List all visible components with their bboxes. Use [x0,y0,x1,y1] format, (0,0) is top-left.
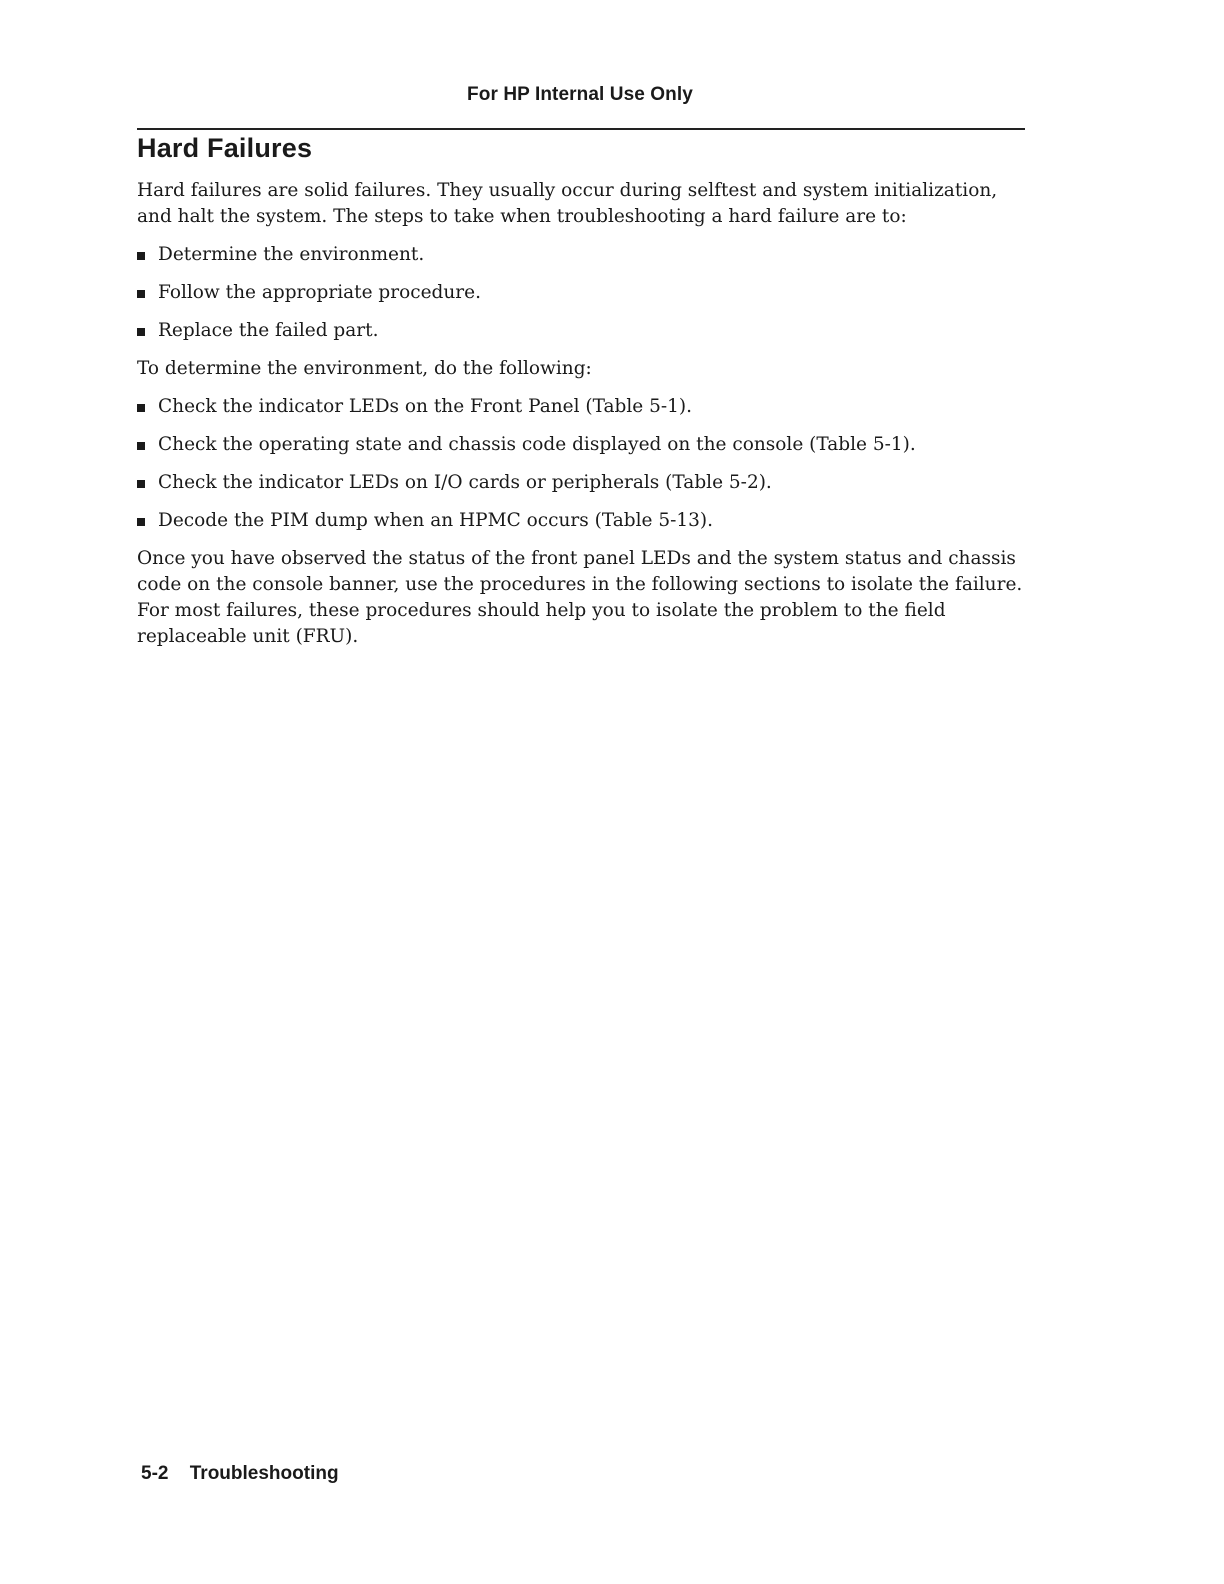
list-item [137,470,1027,496]
section-body [137,178,1027,662]
square-bullet-icon [137,252,145,260]
page-footer [141,1463,339,1485]
list-item [137,242,1027,268]
page-number: 5-2 [141,1463,169,1484]
list-item-text: Decode the PIM dump when an HPMC occurs (Table 5-13). [158,510,713,531]
list-item [137,318,1027,344]
section-title: Hard Failures [137,133,313,163]
list-item-text: Check the operating state and chassis code displayed on the console (Table 5-1). [158,434,916,455]
list-item-text: Check the indicator LEDs on the Front Panel (Table 5-1). [158,396,693,417]
square-bullet-icon [137,404,145,412]
list-item-text: Replace the failed part. [158,320,379,341]
square-bullet-icon [137,518,145,526]
steps-list [137,242,1027,344]
intro-paragraph: Hard failures are solid failures. They usually occur during selftest and system initialization, and halt the system. The steps to take when troubleshooting a hard failure are to: [137,180,998,227]
chapter-title: Troubleshooting [189,1463,339,1484]
square-bullet-icon [137,328,145,336]
square-bullet-icon [137,480,145,488]
list-item [137,394,1027,420]
square-bullet-icon [137,442,145,450]
list-item-text: Determine the environment. [158,244,425,265]
list-item-text: Check the indicator LEDs on I/O cards or peripherals (Table 5-2). [158,472,772,493]
environment-intro: To determine the environment, do the following: [137,358,592,379]
page-header: For HP Internal Use Only [467,84,693,105]
closing-paragraph: Once you have observed the status of the front panel LEDs and the system status and chassis code on the console banner, use the procedures in the following sections to isolate the failure. For most failures, these procedures should help you to isolate the problem to the field replaceable unit (FRU). [137,548,1023,647]
environment-list [137,394,1027,534]
list-item [137,280,1027,306]
section-divider [137,128,1025,130]
square-bullet-icon [137,290,145,298]
list-item [137,432,1027,458]
list-item [137,508,1027,534]
list-item-text: Follow the appropriate procedure. [158,282,481,303]
